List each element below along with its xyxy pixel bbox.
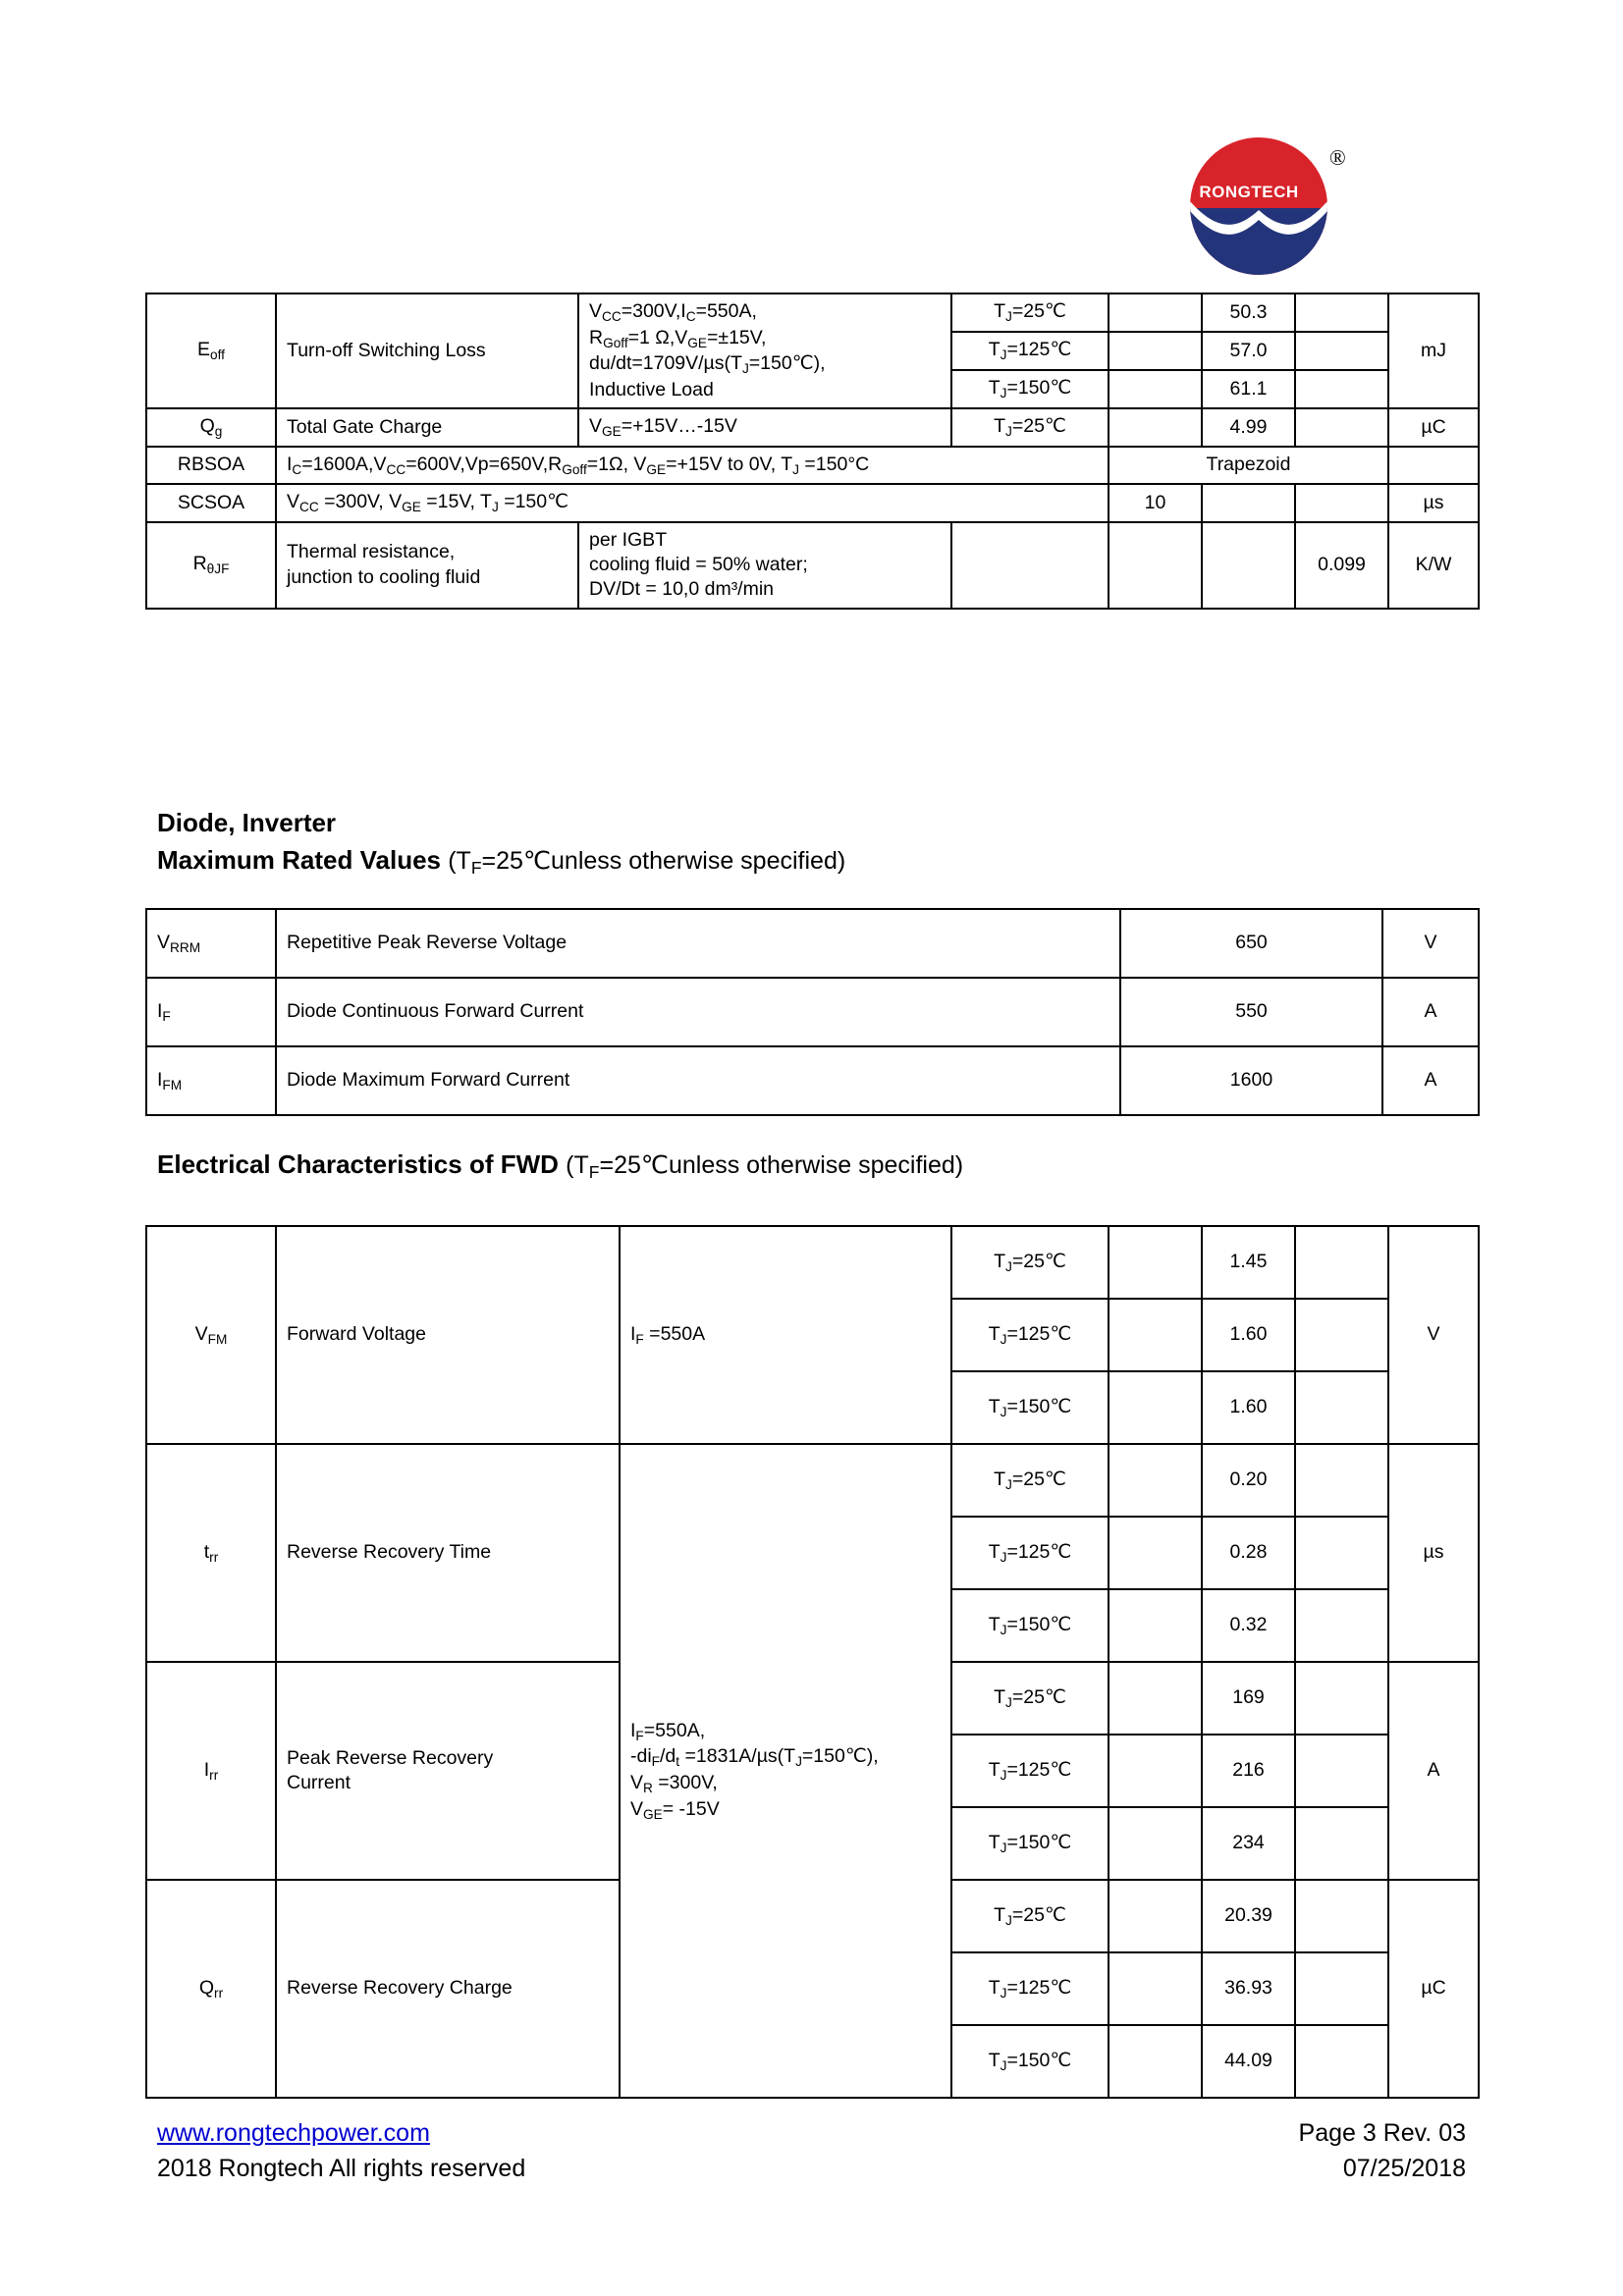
symbol-subscript: FM (207, 1331, 228, 1347)
symbol-subscript: rr (209, 1767, 219, 1783)
unit-cell (1388, 447, 1479, 485)
max-value (1295, 1589, 1388, 1662)
temp-condition: $T_J=25℃$ (951, 408, 1109, 447)
max-value (1295, 294, 1388, 332)
symbol-base: E (197, 339, 211, 361)
page-revision-text: Page 3 Rev. 03 (1298, 2119, 1466, 2147)
unit-cell: A (1382, 1046, 1479, 1115)
row-parameter: Reverse Recovery Time (276, 1444, 620, 1662)
typ-value: 0.20 (1202, 1444, 1295, 1517)
row-parameter: Total Gate Charge (276, 408, 578, 447)
typ-value: 36.93 (1202, 1952, 1295, 2025)
row-conditions: $I_C=1600A,V_{CC}=600V,Vp=650V,R_{Goff}=1\Omega$, $V_{GE}=+15V$ to 0V, $T_J =150^\circ C$ (276, 447, 1109, 485)
row-symbol (146, 1226, 276, 1444)
row-symbol (146, 978, 276, 1046)
temp-condition: $T_J=25℃$ (951, 1662, 1109, 1735)
row-conditions: $V_{GE}=+15V\dots-15V$ (578, 408, 951, 447)
symbol-subscript: FM (162, 1077, 183, 1093)
row-symbol (146, 294, 276, 408)
logo-brand-text: RONGTECH (1199, 183, 1299, 201)
table-row (146, 408, 1479, 447)
temp-condition: $T_J=125℃$ (951, 1299, 1109, 1371)
row-symbol (146, 408, 276, 447)
max-value (1295, 408, 1388, 447)
max-value (1295, 1444, 1388, 1517)
table-row (146, 909, 1479, 978)
min-value (1109, 1880, 1202, 1952)
condition-line: $I_F=550A$, (630, 1719, 706, 1743)
condition-line: DV/Dt = 10,0 dm³/min (589, 578, 775, 601)
table-row (146, 1444, 1479, 1517)
max-value (1295, 370, 1388, 408)
min-value (1109, 294, 1202, 332)
condition-line: $V_{GE}= -15V$ (630, 1797, 720, 1822)
condition-line: $V_{CC}=300V,I_C=550A$, (589, 300, 757, 324)
max-value (1295, 484, 1388, 522)
typ-value: 20.39 (1202, 1880, 1295, 1952)
unit-cell: µC (1388, 1880, 1479, 2098)
max-value (1295, 1226, 1388, 1299)
min-value (1109, 1952, 1202, 2025)
row-conditions (578, 294, 951, 408)
temp-condition: $T_J=150℃$ (951, 1589, 1109, 1662)
typ-value: 216 (1202, 1735, 1295, 1807)
typ-value: 234 (1202, 1807, 1295, 1880)
condition-line: $-di_F/d_t$ $=1831A/\mu s(T_J=150℃)$, (630, 1745, 879, 1770)
min-value (1109, 1226, 1202, 1299)
section-title: Diode, Inverter (157, 808, 337, 837)
max-value: 0.099 (1295, 522, 1388, 609)
symbol-base: V (157, 931, 171, 953)
unit-cell: mJ (1388, 294, 1479, 408)
fwd-heading-block (157, 1147, 963, 1185)
table-row (146, 522, 1479, 609)
parameter-line: junction to cooling fluid (287, 565, 481, 588)
section-title (157, 1147, 963, 1185)
symbol-base: I (203, 1758, 210, 1781)
min-value (1109, 1517, 1202, 1589)
footer-left-block (157, 2115, 525, 2187)
temp-condition (951, 522, 1109, 609)
diode-inverter-heading-block (157, 805, 845, 881)
typ-value: 1.45 (1202, 1226, 1295, 1299)
registered-trademark-icon: ® (1329, 145, 1346, 170)
row-value: Trapezoid (1109, 447, 1388, 485)
row-symbol (146, 1046, 276, 1115)
temp-condition: $T_J=125℃$ (951, 1517, 1109, 1589)
page-footer (0, 2115, 1623, 2233)
symbol-base: I (157, 999, 163, 1022)
copyright-text: 2018 Rongtech All rights reserved (157, 2155, 526, 2183)
temp-condition: $T_J=150℃$ (951, 370, 1109, 408)
row-parameter (276, 522, 578, 609)
min-value (1109, 1807, 1202, 1880)
min-value (1109, 332, 1202, 370)
unit-cell: A (1388, 1662, 1479, 1880)
temp-condition: $T_J=125℃$ (951, 1952, 1109, 2025)
max-value (1295, 1735, 1388, 1807)
table-row (146, 1226, 1479, 1299)
condition-line: $du/dt=1709V/\mu s(T_J=150℃)$, (589, 352, 826, 376)
row-conditions (578, 522, 951, 609)
max-value (1295, 1880, 1388, 1952)
symbol-subscript: rr (214, 1985, 224, 2001)
parameter-line: Thermal resistance, (287, 541, 456, 563)
fwd-electrical-characteristics-table (145, 1225, 1480, 2099)
unit-cell: µC (1388, 408, 1479, 447)
row-symbol: SCSOA (146, 484, 276, 522)
table-row (146, 294, 1479, 332)
shared-conditions (620, 1444, 951, 2098)
min-value (1109, 408, 1202, 447)
max-value (1295, 1299, 1388, 1371)
symbol-subscript: g (214, 423, 223, 439)
symbol-base: I (157, 1068, 163, 1091)
typ-value: 0.28 (1202, 1517, 1295, 1589)
row-symbol: RBSOA (146, 447, 276, 485)
typ-value: 4.99 (1202, 408, 1295, 447)
table-row (146, 447, 1479, 485)
min-value (1109, 2025, 1202, 2098)
min-value (1109, 1662, 1202, 1735)
min-value (1109, 1735, 1202, 1807)
symbol-subscript: F (162, 1008, 171, 1024)
row-parameter: Repetitive Peak Reverse Voltage (276, 909, 1120, 978)
symbol-base: Q (199, 415, 215, 438)
max-value (1295, 1371, 1388, 1444)
condition-line: Inductive Load (589, 378, 714, 400)
typ-value: 169 (1202, 1662, 1295, 1735)
table-row (146, 978, 1479, 1046)
temp-condition: $T_J=150℃$ (951, 1371, 1109, 1444)
row-conditions: $I_F =550A$ (620, 1226, 951, 1444)
diode-maximum-rated-values-table (145, 908, 1480, 1116)
max-value (1295, 332, 1388, 370)
typ-value: 1.60 (1202, 1371, 1295, 1444)
min-value (1109, 522, 1202, 609)
row-symbol (146, 1662, 276, 1880)
section-subtitle-bold: Maximum Rated Values (157, 844, 441, 875)
unit-cell: µs (1388, 1444, 1479, 1662)
temp-condition: $T_J=25℃$ (951, 1444, 1109, 1517)
unit-cell: µs (1388, 484, 1479, 522)
row-parameter: Diode Maximum Forward Current (276, 1046, 1120, 1115)
row-parameter: Reverse Recovery Charge (276, 1880, 620, 2098)
min-value (1109, 1589, 1202, 1662)
symbol-base: Q (198, 1976, 215, 1999)
rongtech-logo (1180, 137, 1367, 245)
typ-value: 50.3 (1202, 294, 1295, 332)
row-value: 550 (1120, 978, 1382, 1046)
section-title-condition: ($T_F=25℃unless$ otherwise specified) (566, 1151, 964, 1182)
max-value (1295, 1807, 1388, 1880)
footer-right-block (1299, 2115, 1466, 2187)
temp-condition: $T_J=25℃$ (951, 1880, 1109, 1952)
row-parameter: Forward Voltage (276, 1226, 620, 1444)
temp-condition: $T_J=25℃$ (951, 1226, 1109, 1299)
min-value (1109, 1299, 1202, 1371)
parameter-line: Current (287, 1772, 352, 1793)
document-date: 07/25/2018 (1342, 2155, 1466, 2183)
condition-line: per IGBT (589, 528, 668, 551)
temp-condition: $T_J=150℃$ (951, 1807, 1109, 1880)
typ-value: 57.0 (1202, 332, 1295, 370)
max-value (1295, 1952, 1388, 2025)
unit-cell: V (1382, 909, 1479, 978)
row-value: 1600 (1120, 1046, 1382, 1115)
unit-cell: A (1382, 978, 1479, 1046)
row-symbol (146, 909, 276, 978)
temp-condition: $T_J=25℃$ (951, 294, 1109, 332)
typ-value (1202, 522, 1295, 609)
condition-line: $V_R =300V$, (630, 1772, 718, 1795)
section-subtitle-condition: ($T_F=25℃unless$ otherwise specified) (448, 846, 846, 878)
condition-line: cooling fluid = 50% water; (589, 554, 808, 576)
symbol-base: t (203, 1540, 210, 1563)
symbol-base: R (192, 553, 207, 575)
typ-value: 61.1 (1202, 370, 1295, 408)
condition-line: $R_{Goff}=1$ $\Omega,V_{GE}=\pm 15V$, (589, 326, 767, 350)
min-value (1109, 1371, 1202, 1444)
typ-value: 1.60 (1202, 1299, 1295, 1371)
parameter-line: Peak Reverse Recovery (287, 1746, 494, 1769)
symbol-subscript: rr (209, 1549, 219, 1565)
temp-condition: $T_J=150℃$ (951, 2025, 1109, 2098)
min-value (1109, 370, 1202, 408)
symbol-subscript: θJF (206, 561, 230, 577)
unit-cell: V (1388, 1226, 1479, 1444)
symbol-subscript: off (210, 347, 225, 363)
row-symbol (146, 1880, 276, 2098)
igbt-characteristics-table (145, 293, 1480, 610)
section-title-bold: Electrical Characteristics of FWD (157, 1149, 559, 1179)
row-parameter (276, 1662, 620, 1880)
symbol-subscript: RRM (170, 939, 201, 955)
table-row (146, 1046, 1479, 1115)
min-value: 10 (1109, 484, 1202, 522)
row-conditions: $V_{CC} =300V$, $V_{GE} =15V$, $T_J$ =150℃ (276, 484, 1109, 522)
unit-cell: K/W (1388, 522, 1479, 609)
symbol-base: V (194, 1322, 208, 1345)
typ-value: 0.32 (1202, 1589, 1295, 1662)
table-row (146, 484, 1479, 522)
row-symbol (146, 1444, 276, 1662)
row-parameter: Turn-off Switching Loss (276, 294, 578, 408)
max-value (1295, 1662, 1388, 1735)
temp-condition: $T_J=125℃$ (951, 332, 1109, 370)
temp-condition: $T_J=125℃$ (951, 1735, 1109, 1807)
logo-circle (1190, 137, 1327, 275)
company-website-link[interactable]: www.rongtechpower.com (157, 2119, 430, 2147)
section-subtitle (157, 842, 845, 881)
row-symbol (146, 522, 276, 609)
min-value (1109, 1444, 1202, 1517)
typ-value: 44.09 (1202, 2025, 1295, 2098)
row-value: 650 (1120, 909, 1382, 978)
typ-value (1202, 484, 1295, 522)
max-value (1295, 2025, 1388, 2098)
row-parameter: Diode Continuous Forward Current (276, 978, 1120, 1046)
max-value (1295, 1517, 1388, 1589)
